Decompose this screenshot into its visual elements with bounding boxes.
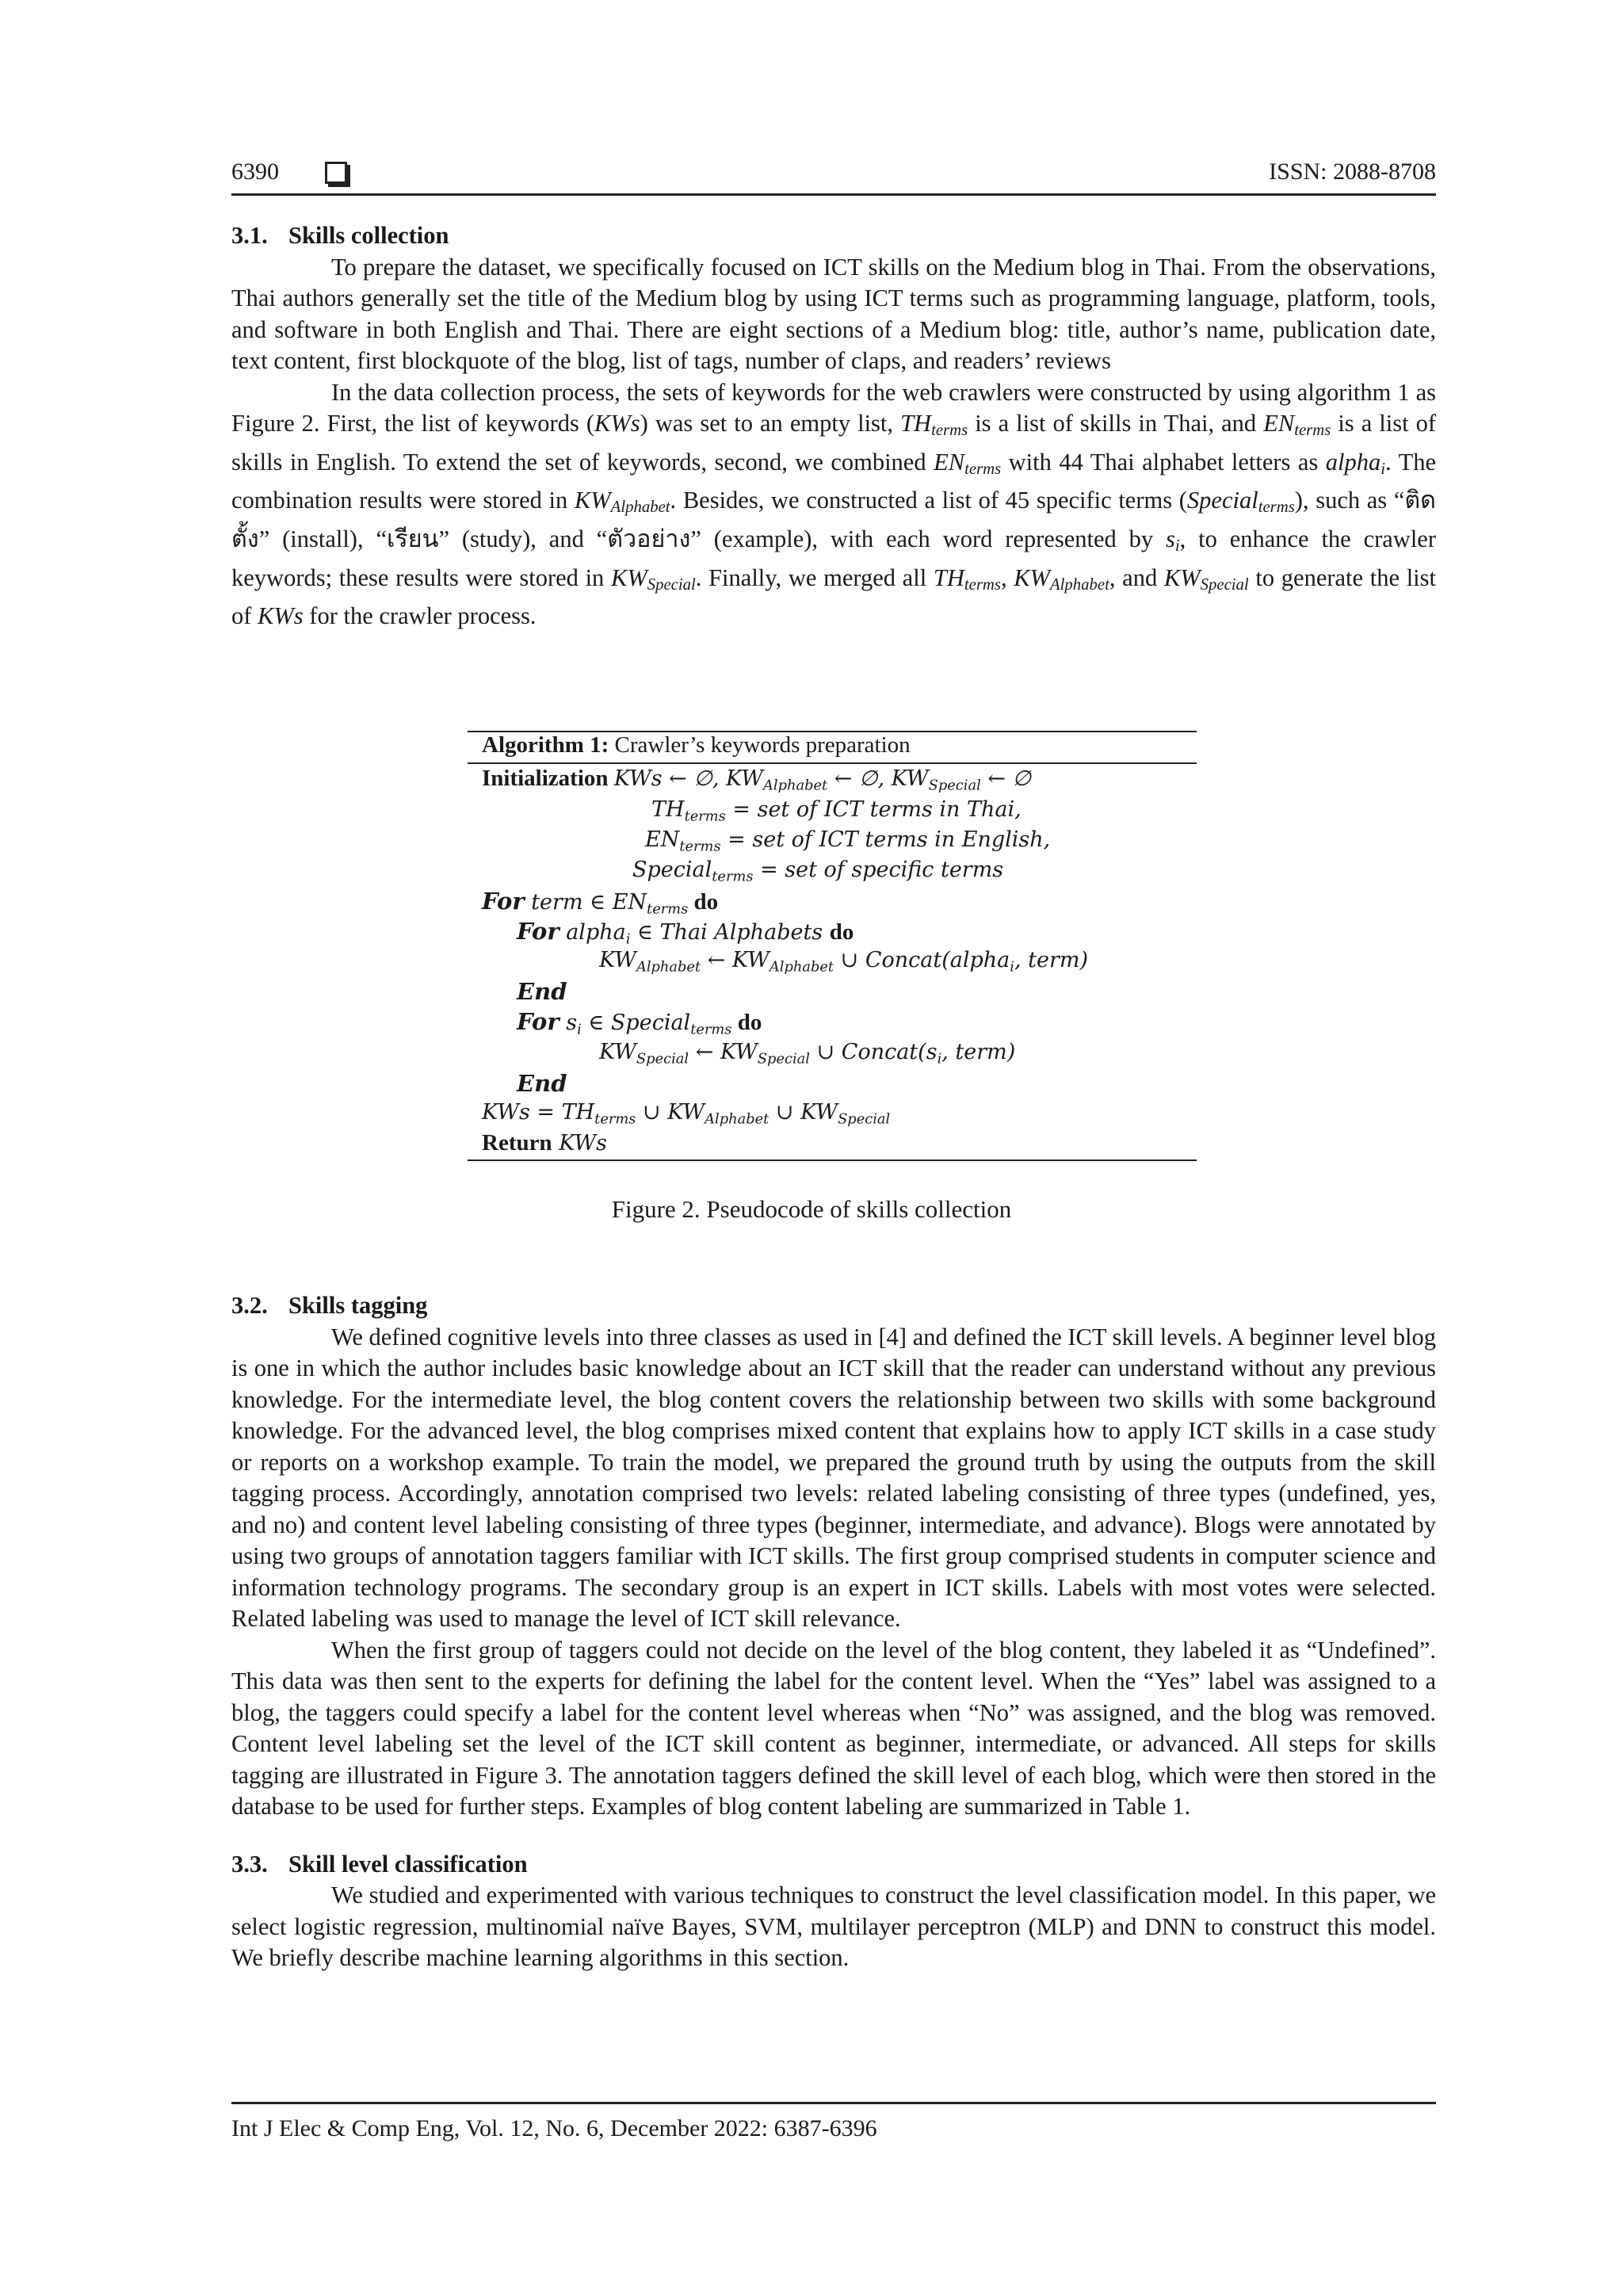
figure-caption: Figure 2. Pseudocode of skills collection (611, 1195, 1012, 1223)
algo-end: End (517, 1070, 567, 1097)
algo-for-term: For term ∈ ENterms do (482, 888, 719, 918)
section-heading: 3.1. Skills collection (231, 222, 449, 249)
algo-final: KWs = THterms ∪ KWAlphabet ∪ KWSpecial (482, 1100, 891, 1128)
issn: ISSN: 2088-8708 (1269, 159, 1436, 185)
page-header (231, 155, 1436, 196)
algorithm-title: Algorithm 1: Crawler’s keywords preparation (482, 732, 911, 758)
algo-return: Return KWs (482, 1130, 608, 1156)
paragraph: To prepare the dataset, we specifically focused on ICT skills on the Medium blog in Thai. From the observations, Thai authors generally set the title of the Medium blog by using ICT terms such as programming language, platform, tools, and software in both English and Thai. There are eight sections of a Medium blog: title, author’s name, publication date, text content, first blockquote of the blog, list of tags, number of claps, and readers’ reviews (231, 253, 1436, 374)
page-number: 6390 (231, 159, 279, 185)
paragraph: We defined cognitive levels into three classes as used in [4] and defined the ICT skill levels. A beginner level blog is one in which the author includes basic knowledge about an ICT skill that the reader can understand without any previous knowledge. For the intermediate level, the blog content covers the relationship between two skills with some background knowledge. For the advanced level, the blog comprises mixed content that explains how to apply ICT skills in a case study or reports on a workshop example. To train the model, we prepared the ground truth by using the outputs from the skill tagging process. Accordingly, annotation comprised two levels: related labeling consisting of three types (undefined, yes, and no) and content level labeling consisting of three types (beginner, intermediate, and advance). Blogs were annotated by using two groups of annotation taggers familiar with ICT skills. The first group comprised students in computer science and information technology programs. The secondary group is an expert in ICT skills. Labels with most votes were selected. Related labeling was used to manage the level of ICT skill relevance. (231, 1323, 1436, 1632)
algo-special: Specialterms = set of specific terms (632, 858, 1004, 885)
rule (468, 762, 1197, 764)
algo-end: End (517, 978, 567, 1005)
paragraph: We studied and experimented with various techniques to construct the level classification model. In this paper, we select logistic regression, multinomial naïve Bayes, SVM, multilayer perceptron (MLP) and DNN to construct this model. We briefly describe machine learning algorithms in this section. (231, 1881, 1436, 1971)
section-3-2-3-3 (231, 1290, 1436, 1974)
algo-for-s: For si ∈ Specialterms do (517, 1008, 762, 1038)
algo-kw-special: KWSpecial ← KWSpecial ∪ Concat(si, term) (599, 1040, 1016, 1068)
algo-for-alpha: For alphai ∈ Thai Alphabets do (517, 918, 854, 948)
algo-kw-alphabet: KWAlphabet ← KWAlphabet ∪ Concat(alphai, term) (599, 948, 1089, 976)
rule (468, 1159, 1197, 1161)
algo-en: ENterms = set of ICT terms in English, (645, 827, 1051, 855)
algo-th: THterms = set of ICT terms in Thai, (651, 797, 1022, 825)
paragraph: When the first group of taggers could not decide on the level of the blog content, they labeled it as “Undefined”. This data was then sent to the experts for defining the label for the content level. When the “Yes” label was assigned to a blog, the taggers could specify a label for the content level whereas when “No” was assigned, and the blog was removed. Content level labeling set the level of the ICT skill content as beginner, intermediate, or advanced. All steps for skills tagging are illustrated in Figure 3. The annotation taggers defined the skill level of each blog, which were then stored in the database to be used for further steps. Examples of blog content labeling are summarized in Table 1. (231, 1636, 1436, 1820)
journal-citation: Int J Elec & Comp Eng, Vol. 12, No. 6, December 2022: 6387-6396 (231, 2115, 877, 2141)
square-bullet-icon (325, 162, 347, 184)
page-footer (231, 2102, 1436, 2142)
section-heading: 3.3. Skill level classification (231, 1850, 528, 1878)
section-3-1 (231, 220, 1436, 632)
algo-init: Initialization KWs ← ∅, KWAlphabet ← ∅, KWSpecial ← ∅ (482, 766, 1032, 794)
section-heading: 3.2. Skills tagging (231, 1292, 428, 1319)
paragraph: In the data collection process, the sets of keywords for the web crawlers were constructed by using algorithm 1 as Figure 2. First, the list of keywords (KWs) was set to an empty list, $TH_{terms}$ is a list of skills in Thai, and $EN_{terms}$ is a list of skills in English. To extend the set of keywords, second, we combined $EN_{terms}$ with 44 Thai alphabet letters as alpha$_i$. The combination results were stored in $KW_{Alphabet}$. Besides, we constructed a list of 45 specific terms (Special$_{terms}$), such as “ติดตั้ง” (install), “เรียน” (study), and “ตัวอย่าง” (example), with each word represented by $s_i$, to enhance the crawler keywords; these results were stored in $KW_{Special}$. Finally, we merged all $TH_{terms}$, $KW_{Alphabet}$, and $KW_{Special}$ to generate the list of KWs for the crawler process. (231, 378, 1437, 630)
